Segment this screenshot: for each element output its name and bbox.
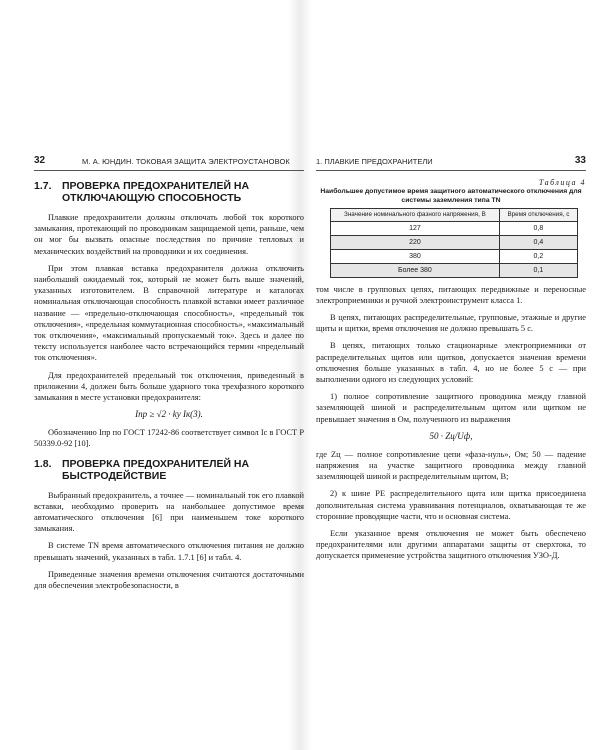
paragraph: 1) полное сопротивление защитного проводника между главной заземляющей шиной и распределительным щитом или щитком не превышает значения в Ом, полученного из выражения — [316, 392, 586, 424]
section-number: 1.7. — [34, 180, 52, 192]
table-header: Значение номинального фазного напряжения, В — [331, 209, 500, 222]
right-page — [316, 0, 586, 750]
right-page-content — [316, 178, 586, 562]
section-heading-1-8 — [34, 457, 304, 482]
left-page-content — [34, 178, 304, 591]
paragraph: где Zц — полное сопротивление цепи «фаза-нуль», Ом; 50 — падение напряжения на участке защитного проводника между главной заземляющей шиной и распределительным щитом, В; — [316, 449, 586, 482]
formula: Iпр ≥ √2 · kу Iк(3). — [135, 409, 203, 420]
paragraph: 2) к шине РЕ распределительного щита или щитка присоединена дополнительная система уравнивания потенциалов, охватывающая те же сторонние проводящие части, что и основная система. — [316, 489, 586, 521]
table-cell: 0,1 — [499, 263, 577, 277]
running-head-text: 1. ПЛАВКИЕ ПРЕДОХРАНИТЕЛИ — [316, 157, 433, 166]
table-row — [331, 263, 578, 277]
formula: 50 · Zц/Uф, — [429, 430, 473, 441]
table-row — [331, 235, 578, 249]
paragraph: том числе в групповых цепях, питающих передвижные и переносные электроприемники и ручной электроинструмент класса 1. — [316, 284, 586, 305]
section-heading-1-7 — [34, 180, 304, 204]
paragraph: Если указанное время отключения не может быть обеспечено предохранителями или другими аппаратами защиты от сверхтока, то допускается применение устройства защитного отключения УЗО-Д. — [316, 528, 586, 561]
running-header-left — [34, 156, 304, 171]
paragraph: Для предохранителей предельный ток отключения, приведенный в приложении 4, должен быть больше ударного тока трехфазного короткого замыкания в месте установки предохранителя: — [34, 370, 304, 403]
table-4 — [330, 208, 578, 278]
paragraph: Плавкие предохранители должны отключать любой ток короткого замыкания, протекающий по проводникам защищаемой цепи, раньше, чем он мог бы вызвать опасные последствия по причине тепловых и механических воздействий на проводники и их соединения. — [34, 213, 304, 256]
paragraph: В цепях, питающих распределительные, групповые, этажные и другие щиты и щитки, время отключения не должно превышать 5 с. — [316, 312, 586, 334]
table-cell: 0,2 — [499, 249, 577, 263]
table-title: Наибольшее допустимое время защитного автоматического отключения для системы заземления типа TN — [320, 188, 582, 204]
left-page — [34, 0, 304, 750]
table-cell: Более 380 — [331, 263, 500, 277]
paragraph: При этом плавкая вставка предохранителя должна отключить наибольший ожидаемый ток, который не может быть выше значений, указанных изготовителем. В справочной литературе и каталогах номинальная отключающая способность плавкой вставки имеет различное название — «предельно-отключающая способность», «предельный ток отключения», «предельная коммутационная способность», «максимальный ток отключения», «максимальный пропускаемый ток». Здесь и далее по тексту используется наиболее часто встречающийся термин «предельный ток отключения». — [34, 263, 304, 363]
paragraph: Приведенные значения времени отключения считаются достаточными для обеспечения электробезопасности, в — [34, 569, 304, 591]
section-title: ПРОВЕРКА ПРЕДОХРАНИТЕЛЕЙ НА БЫСТРОДЕЙСТВИЕ — [62, 457, 250, 482]
table-row — [331, 221, 578, 235]
section-number: 1.8. — [34, 457, 52, 470]
table-cell: 220 — [331, 235, 500, 249]
table-header: Время отключения, с — [499, 209, 577, 222]
table-cell: 0,4 — [499, 235, 577, 249]
table-cell: 380 — [331, 249, 500, 263]
table-label: Таблица 4 — [538, 178, 586, 187]
paragraph: Выбранный предохранитель, а точнее — номинальный ток его плавкой вставки, необходимо проверить на наибольшее допустимое время автоматического отключения [6] при наименьшем токе короткого замыкания. — [34, 490, 304, 534]
table-cell: 127 — [331, 221, 500, 235]
page-number: 32 — [34, 155, 46, 166]
running-header-right — [316, 156, 586, 171]
paragraph: Обозначению Iпр по ГОСТ 17242-86 соответствует символ Ic в ГОСТ Р 50339.0-92 [10]. — [34, 428, 304, 449]
section-title: ПРОВЕРКА ПРЕДОХРАНИТЕЛЕЙ НА ОТКЛЮЧАЮЩУЮ СПОСОБНОСТЬ — [62, 180, 250, 204]
table-cell: 0,8 — [499, 221, 577, 235]
page-number: 33 — [574, 155, 586, 166]
paragraph: В цепях, питающих только стационарные электроприемники от распределительных щитов или щитков, допускается значения времени отключения больше указанных в табл. 4, но не более 5 с — при выполнении одного из следующих условий: — [316, 341, 586, 384]
table-row — [331, 249, 578, 263]
running-head-text: М. А. ЮНДИН. ТОКОВАЯ ЗАЩИТА ЭЛЕКТРОУСТАНОВОК — [82, 157, 290, 166]
paragraph: В системе TN время автоматического отключения питания не должно превышать значений, указанных в табл. 1.7.1 [6] и табл. 4. — [34, 541, 304, 562]
